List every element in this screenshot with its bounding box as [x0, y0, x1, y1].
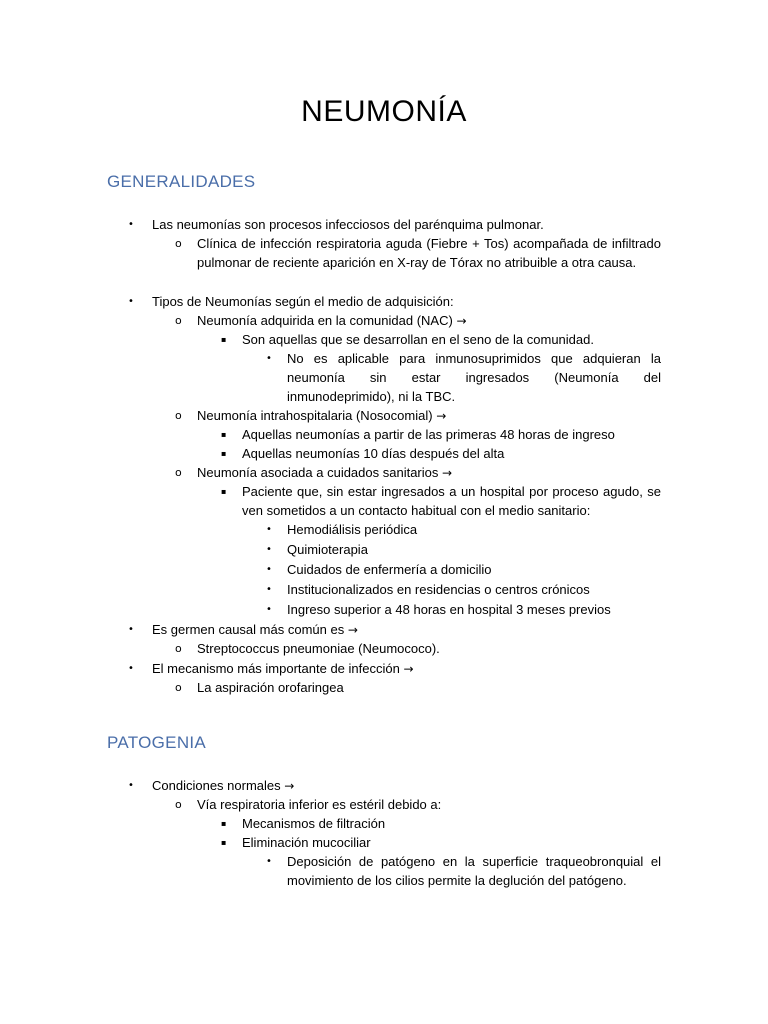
bullet-marker: • — [128, 219, 134, 230]
list-item-text: El mecanismo más importante de infección — [152, 661, 400, 676]
bullet-marker: • — [266, 524, 272, 535]
list-item — [197, 406, 446, 426]
list-item: Vía respiratoria inferior es estéril debido a: — [197, 797, 442, 812]
arrow-icon: → — [436, 409, 447, 423]
circle-marker: o — [175, 314, 182, 327]
circle-marker: o — [175, 466, 182, 479]
arrow-icon: → — [442, 466, 453, 480]
list-item — [197, 463, 452, 483]
list-item: Eliminación mucociliar — [242, 835, 371, 850]
bullet-marker: • — [128, 296, 134, 307]
list-item: Hemodiálisis periódica — [287, 522, 418, 537]
circle-marker: o — [175, 642, 182, 655]
square-marker: ▪ — [221, 449, 227, 458]
page-title: NEUMONÍA — [301, 95, 467, 128]
arrow-icon: → — [284, 779, 295, 793]
list-item — [197, 311, 467, 331]
list-item — [152, 659, 414, 679]
list-item: La aspiración orofaringea — [197, 680, 344, 695]
arrow-icon: → — [347, 623, 358, 637]
circle-marker: o — [175, 409, 182, 422]
list-item — [152, 620, 358, 640]
list-item: Streptococcus pneumoniae (Neumococo). — [197, 641, 440, 656]
bullet-marker: • — [128, 663, 134, 674]
list-item-text: Neumonía intrahospitalaria (Nosocomial) — [197, 408, 433, 423]
list-item: Mecanismos de filtración — [242, 816, 386, 831]
list-item-text: Condiciones normales — [152, 778, 281, 793]
list-item: Son aquellas que se desarrollan en el seno de la comunidad. — [242, 332, 594, 347]
list-item: Ingreso superior a 48 horas en hospital 3 meses previos — [287, 602, 611, 617]
section-heading-patogenia: PATOGENIA — [107, 733, 207, 752]
bullet-marker: • — [266, 564, 272, 575]
bullet-marker: • — [266, 856, 272, 867]
circle-marker: o — [175, 798, 182, 811]
list-item: Institucionalizados en residencias o centros crónicos — [287, 582, 590, 597]
section-heading-generalidades: GENERALIDADES — [107, 172, 256, 191]
circle-marker: o — [175, 237, 182, 250]
list-item: Tipos de Neumonías según el medio de adquisición: — [152, 294, 454, 309]
list-item: Paciente que, sin estar ingresados a un hospital por proceso agudo, se ven sometidos a un contacto habitual con el medio sanitario: — [242, 484, 661, 518]
square-marker: ▪ — [221, 335, 227, 344]
list-item: Aquellas neumonías a partir de las primeras 48 horas de ingreso — [242, 427, 615, 442]
square-marker: ▪ — [221, 819, 227, 828]
square-marker: ▪ — [221, 487, 227, 496]
list-item-text: Es germen causal más común es — [152, 622, 345, 637]
list-item: No es aplicable para inmunosuprimidos que adquieran la neumonía sin estar ingresados (Neumonía del inmunodeprimido), ni la TBC. — [287, 351, 661, 404]
circle-marker: o — [175, 681, 182, 694]
square-marker: ▪ — [221, 430, 227, 439]
list-item: Aquellas neumonías 10 días después del alta — [242, 446, 505, 461]
bullet-marker: • — [128, 780, 134, 791]
bullet-marker: • — [266, 353, 272, 364]
list-item-text: Neumonía adquirida en la comunidad (NAC) — [197, 313, 453, 328]
list-item: Quimioterapia — [287, 542, 368, 557]
arrow-icon: → — [456, 314, 467, 328]
arrow-icon: → — [403, 662, 414, 676]
list-item: Clínica de infección respiratoria aguda (Fiebre + Tos) acompañada de infiltrado pulmonar de reciente aparición en X-ray de Tórax no atribuible a otra causa. — [197, 236, 661, 270]
bullet-marker: • — [266, 544, 272, 555]
list-item: Las neumonías son procesos infecciosos del parénquima pulmonar. — [152, 217, 544, 232]
list-item — [152, 776, 294, 796]
bullet-marker: • — [266, 604, 272, 615]
list-item: Deposición de patógeno en la superficie traqueobronquial el movimiento de los cilios permite la deglución del patógeno. — [287, 854, 661, 888]
list-item: Cuidados de enfermería a domicilio — [287, 562, 492, 577]
bullet-marker: • — [266, 584, 272, 595]
list-item-text: Neumonía asociada a cuidados sanitarios — [197, 465, 439, 480]
bullet-marker: • — [128, 624, 134, 635]
square-marker: ▪ — [221, 838, 227, 847]
